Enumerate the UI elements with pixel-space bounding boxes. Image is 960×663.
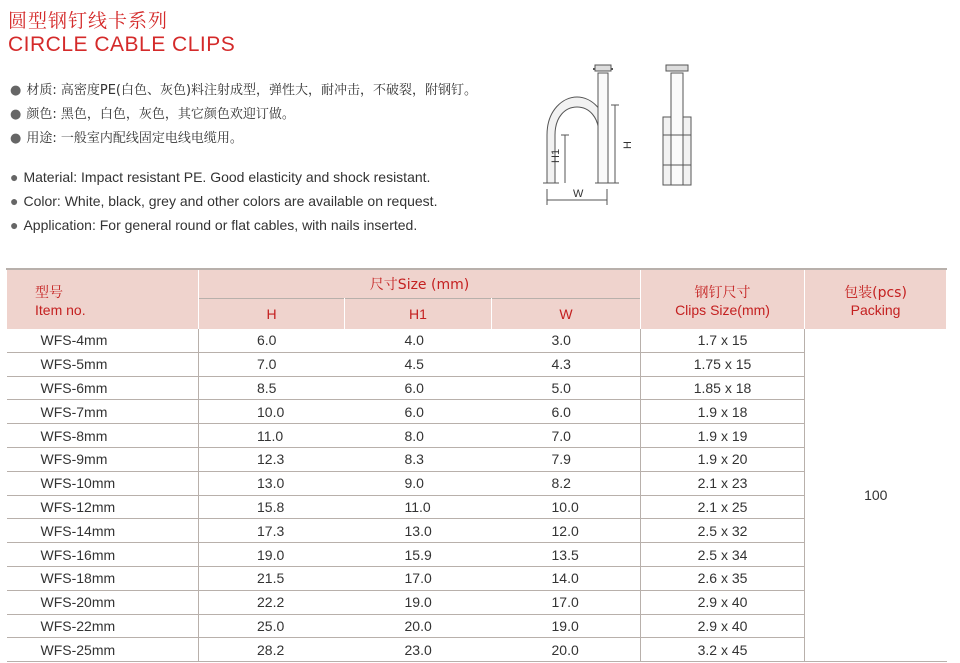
bullet-dot-icon: ● (10, 107, 22, 122)
bullet-text: Color: White, black, grey and other colors are available on request. (23, 193, 438, 209)
cell-h: 7.0 (199, 352, 345, 376)
cell-h1: 13.0 (345, 519, 492, 543)
bullet-application-cn (10, 127, 530, 151)
clip-side-view (663, 65, 691, 185)
cell-model: WFS-6mm (7, 376, 199, 400)
bullet-dot-icon: ● (10, 169, 19, 185)
bullet-text: Application: For general round or flat cables, with nails inserted. (23, 217, 418, 233)
cell-clips-size: 1.9 x 18 (641, 400, 805, 424)
cell-w: 8.2 (492, 471, 641, 495)
cell-w: 3.0 (492, 329, 641, 352)
col-header-w: W (492, 299, 641, 330)
cell-h1: 9.0 (345, 471, 492, 495)
cell-model: WFS-5mm (7, 352, 199, 376)
page-title-cn: 圆型钢钉线卡系列 (8, 10, 169, 32)
cell-model: WFS-4mm (7, 329, 199, 352)
cell-model: WFS-22mm (7, 614, 199, 638)
cell-w: 10.0 (492, 495, 641, 519)
w-label: W (573, 188, 584, 200)
cell-h1: 4.0 (345, 329, 492, 352)
cell-model: WFS-9mm (7, 447, 199, 471)
cell-clips-size: 1.9 x 20 (641, 447, 805, 471)
cell-clips-size: 2.5 x 32 (641, 519, 805, 543)
cell-h: 13.0 (199, 471, 345, 495)
cell-h: 19.0 (199, 543, 345, 567)
bullet-text: 材质: 高密度PE(白色、灰色)料注射成型，弹性大，耐冲击，不破裂，附钢钉。 (26, 83, 478, 98)
cell-w: 14.0 (492, 566, 641, 590)
cell-model: WFS-7mm (7, 400, 199, 424)
bullet-dot-icon: ● (10, 217, 19, 233)
cell-clips-size: 1.85 x 18 (641, 376, 805, 400)
bullet-dot-icon: ● (10, 193, 19, 209)
cell-h: 17.3 (199, 519, 345, 543)
cell-h: 10.0 (199, 400, 345, 424)
col-header-size: 尺寸Size (mm) (199, 269, 641, 299)
page-title-en: CIRCLE CABLE CLIPS (8, 33, 236, 56)
cell-model: WFS-12mm (7, 495, 199, 519)
col-header-model: 型号 Item no. (7, 269, 199, 329)
bullet-text: 颜色: 黑色，白色，灰色，其它颜色欢迎订做。 (26, 107, 295, 122)
cell-clips-size: 1.75 x 15 (641, 352, 805, 376)
cell-clips-size: 1.7 x 15 (641, 329, 805, 352)
cell-h1: 17.0 (345, 566, 492, 590)
col-header-packing: 包装(pcs) Packing (805, 269, 947, 329)
cell-h1: 8.0 (345, 424, 492, 448)
bullet-color-en (10, 189, 530, 213)
cell-h1: 23.0 (345, 638, 492, 662)
cell-clips-size: 2.1 x 23 (641, 471, 805, 495)
bullet-dot-icon: ● (10, 83, 22, 98)
cell-model: WFS-16mm (7, 543, 199, 567)
cell-w: 7.0 (492, 424, 641, 448)
cell-h1: 15.9 (345, 543, 492, 567)
cell-clips-size: 2.1 x 25 (641, 495, 805, 519)
bullet-color-cn (10, 103, 530, 127)
cell-h1: 4.5 (345, 352, 492, 376)
cable-clip-diagram (535, 55, 715, 215)
cell-w: 4.3 (492, 352, 641, 376)
cell-h1: 19.0 (345, 590, 492, 614)
cell-h: 15.8 (199, 495, 345, 519)
bullet-material-cn (10, 79, 530, 103)
cell-clips-size: 1.9 x 19 (641, 424, 805, 448)
bullet-text: 用途: 一般室内配线固定电线电缆用。 (26, 131, 243, 146)
cell-h: 12.3 (199, 447, 345, 471)
cell-w: 19.0 (492, 614, 641, 638)
cell-h: 8.5 (199, 376, 345, 400)
cell-w: 5.0 (492, 376, 641, 400)
cell-clips-size: 2.6 x 35 (641, 566, 805, 590)
cell-h: 6.0 (199, 329, 345, 352)
spec-table (6, 268, 947, 662)
cell-w: 6.0 (492, 400, 641, 424)
bullet-application-en (10, 213, 530, 237)
cell-h1: 8.3 (345, 447, 492, 471)
feature-list (10, 79, 530, 237)
cell-h1: 6.0 (345, 400, 492, 424)
h1-label: H1 (550, 148, 562, 163)
cell-model: WFS-20mm (7, 590, 199, 614)
cell-w: 13.5 (492, 543, 641, 567)
cell-h: 22.2 (199, 590, 345, 614)
cell-w: 20.0 (492, 638, 641, 662)
bullet-dot-icon: ● (10, 131, 22, 146)
col-header-h: H (199, 299, 345, 330)
cell-h1: 11.0 (345, 495, 492, 519)
clip-front-view (543, 65, 619, 205)
cell-h1: 20.0 (345, 614, 492, 638)
cell-w: 17.0 (492, 590, 641, 614)
cell-model: WFS-18mm (7, 566, 199, 590)
cell-model: WFS-8mm (7, 424, 199, 448)
col-header-h1: H1 (345, 299, 492, 330)
bullet-material-en (10, 165, 530, 189)
cell-w: 12.0 (492, 519, 641, 543)
cell-h: 25.0 (199, 614, 345, 638)
cell-h: 28.2 (199, 638, 345, 662)
cell-h: 11.0 (199, 424, 345, 448)
cell-w: 7.9 (492, 447, 641, 471)
cell-model: WFS-25mm (7, 638, 199, 662)
cell-clips-size: 2.5 x 34 (641, 543, 805, 567)
cell-model: WFS-10mm (7, 471, 199, 495)
table-row (7, 329, 947, 352)
cell-packing: 100 (805, 329, 947, 662)
cell-model: WFS-14mm (7, 519, 199, 543)
cell-clips-size: 2.9 x 40 (641, 590, 805, 614)
cell-clips-size: 2.9 x 40 (641, 614, 805, 638)
h-label: H (622, 141, 634, 149)
col-header-clips: 钢钉尺寸 Clips Size(mm) (641, 269, 805, 329)
bullet-text: Material: Impact resistant PE. Good elasticity and shock resistant. (23, 169, 431, 185)
cell-clips-size: 3.2 x 45 (641, 638, 805, 662)
cell-h: 21.5 (199, 566, 345, 590)
cell-h1: 6.0 (345, 376, 492, 400)
